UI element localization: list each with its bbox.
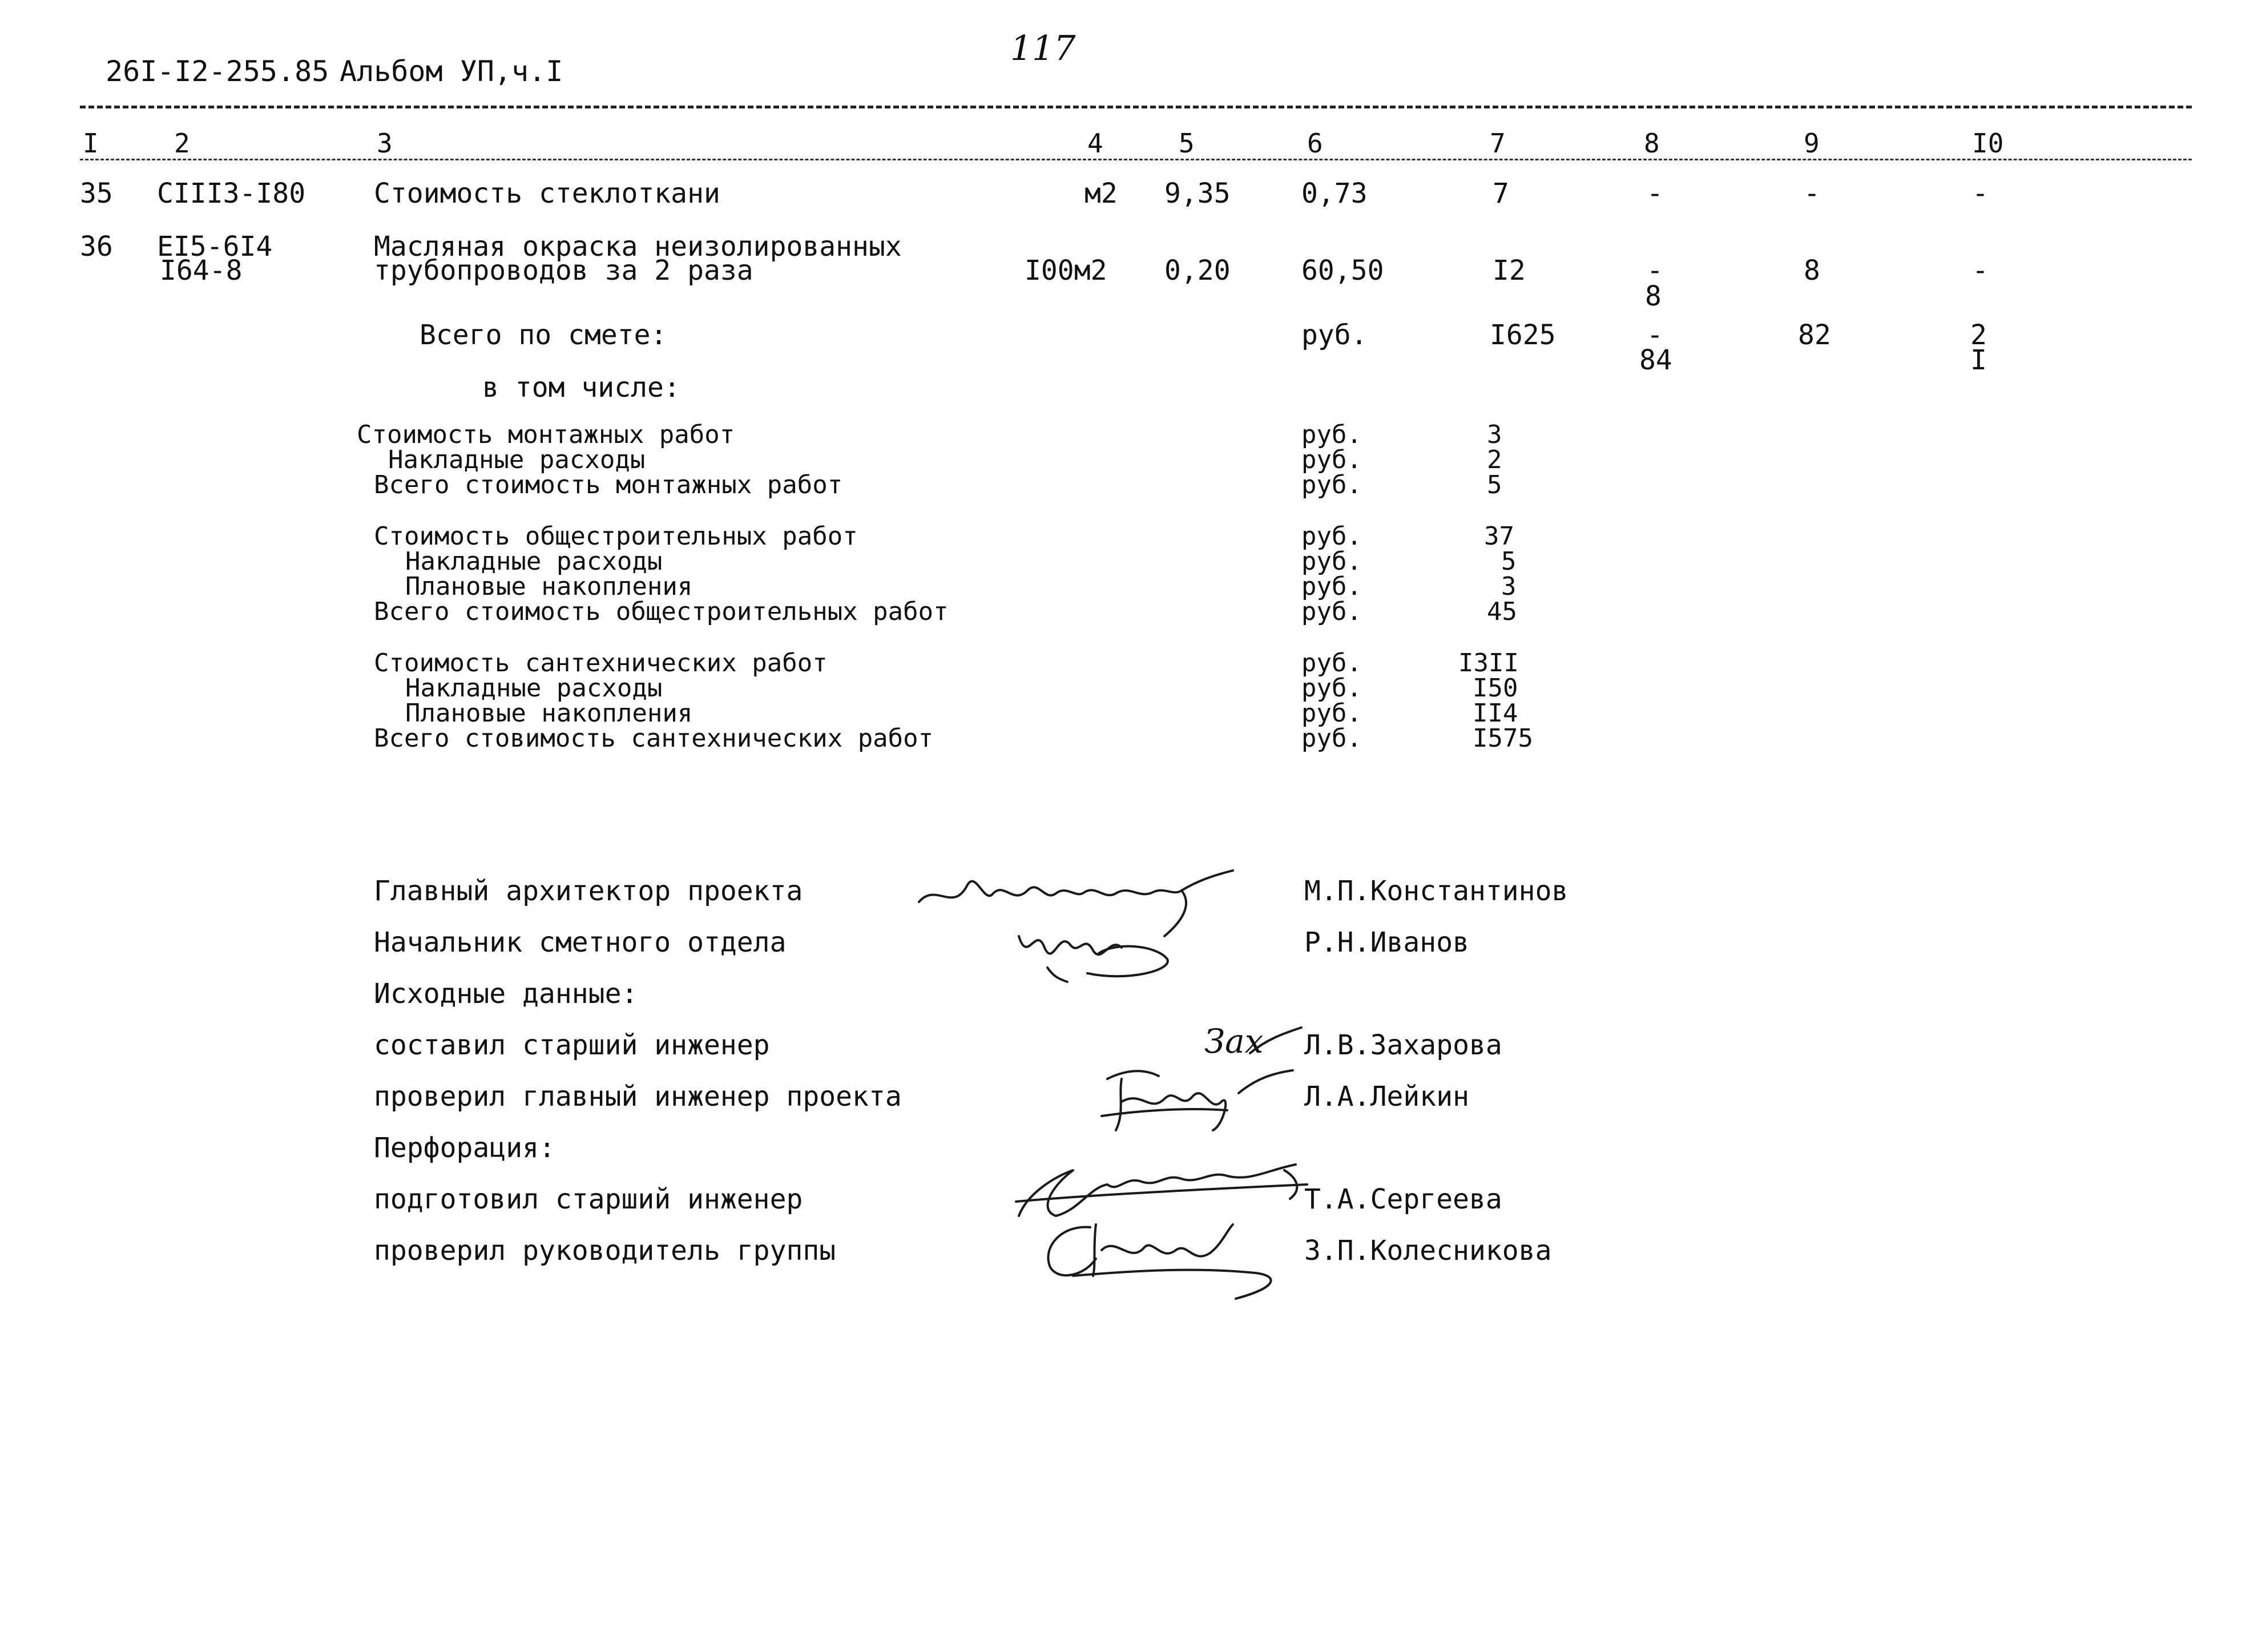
signature-role: проверил руководитель группы bbox=[374, 1235, 836, 1267]
row-price: 0,73 bbox=[1301, 178, 1368, 209]
breakdown-value: 5 bbox=[1487, 470, 1502, 499]
breakdown-label: Плановые накопления bbox=[405, 699, 693, 728]
signatory-name: Р.Н.Иванов bbox=[1304, 926, 1469, 958]
col-header-2: 2 bbox=[174, 128, 190, 159]
row-quantity: 0,20 bbox=[1164, 255, 1231, 287]
row-name: Стоимость стеклоткани bbox=[374, 178, 720, 209]
row-total: I2 bbox=[1493, 255, 1526, 287]
row-code-secondary: I64-8 bbox=[160, 255, 243, 287]
signature-zakharova-stroke bbox=[1244, 1022, 1307, 1062]
col-header-6: 6 bbox=[1307, 128, 1323, 159]
page-number: 117 bbox=[1010, 29, 1076, 69]
breakdown-value: I50 bbox=[1473, 674, 1518, 703]
breakdown-value: 45 bbox=[1487, 597, 1517, 626]
breakdown-label: Плановые накопления bbox=[405, 572, 693, 601]
breakdown-unit: руб. bbox=[1301, 445, 1362, 474]
breakdown-value: 3 bbox=[1501, 572, 1517, 601]
signatory-name: Т.А.Сергеева bbox=[1304, 1183, 1502, 1215]
row-code: EI5-6I4 bbox=[157, 231, 273, 263]
signature-role: Начальник сметного отдела bbox=[374, 926, 787, 958]
row-number: 36 bbox=[80, 231, 113, 263]
row-total: 7 bbox=[1493, 178, 1509, 209]
breakdown-label: Всего стовимость сантехнических работ bbox=[374, 724, 934, 753]
signature-ivanov bbox=[1013, 919, 1201, 993]
grand-total-label: Всего по смете: bbox=[420, 319, 667, 351]
breakdown-label: Стоимость общестроительных работ bbox=[374, 522, 858, 551]
document-code: 26I-I2-255.85 bbox=[106, 55, 329, 88]
breakdown-value: II4 bbox=[1473, 699, 1518, 728]
breakdown-unit: руб. bbox=[1301, 547, 1362, 576]
breakdown-unit: руб. bbox=[1301, 470, 1362, 499]
breakdown-label: Стоимость монтажных работ bbox=[357, 420, 735, 449]
row-col8-lower: 8 bbox=[1645, 280, 1662, 312]
row-name-continued: трубопроводов за 2 раза bbox=[374, 255, 753, 287]
col-header-4: 4 bbox=[1087, 128, 1103, 159]
row-price: 60,50 bbox=[1301, 255, 1384, 287]
col-header-8: 8 bbox=[1644, 128, 1660, 159]
grand-total-col10-lower: I bbox=[1970, 344, 1987, 376]
breakdown-label: Стоимость сантехнических работ bbox=[374, 648, 828, 678]
grand-total-value: I625 bbox=[1490, 319, 1556, 351]
signature-leykin bbox=[1096, 1062, 1301, 1142]
handwritten-initials: Зах bbox=[1204, 1022, 1264, 1061]
signatory-name: З.П.Колесникова bbox=[1304, 1235, 1552, 1267]
row-unit: м2 bbox=[1084, 178, 1118, 209]
breakdown-value: 2 bbox=[1487, 445, 1502, 474]
signature-role: проверил главный инженер проекта bbox=[374, 1081, 902, 1113]
row-col8: - bbox=[1647, 255, 1663, 287]
breakdown-value: 3 bbox=[1487, 420, 1502, 449]
breakdown-value: 37 bbox=[1484, 522, 1514, 551]
row-col10: - bbox=[1972, 178, 1989, 209]
grand-total-col8-lower: 84 bbox=[1639, 344, 1672, 376]
col-header-1: I bbox=[83, 128, 99, 159]
grand-total-unit: руб. bbox=[1301, 319, 1368, 351]
row-col9: - bbox=[1804, 178, 1820, 209]
row-col9: 8 bbox=[1804, 255, 1820, 287]
signature-kolesnikova bbox=[1039, 1213, 1290, 1304]
signatory-name: Л.В.Захарова bbox=[1304, 1029, 1502, 1061]
breakdown-label: Накладные расходы bbox=[388, 445, 646, 474]
breakdown-unit: руб. bbox=[1301, 648, 1362, 678]
breakdown-unit: руб. bbox=[1301, 674, 1362, 703]
header-rule bbox=[80, 159, 2192, 160]
breakdown-unit: руб. bbox=[1301, 699, 1362, 728]
breakdown-value: 5 bbox=[1501, 547, 1517, 576]
grand-total-col8: - bbox=[1647, 319, 1663, 351]
breakdown-unit: руб. bbox=[1301, 420, 1362, 449]
row-number: 35 bbox=[80, 178, 113, 209]
row-name: Масляная окраска неизолированных bbox=[374, 231, 902, 263]
breakdown-label: Накладные расходы bbox=[405, 674, 663, 703]
col-header-5: 5 bbox=[1179, 128, 1195, 159]
col-header-3: 3 bbox=[377, 128, 393, 159]
breakdown-label: Накладные расходы bbox=[405, 547, 663, 576]
breakdown-label: Всего стоимость общестроительных работ bbox=[374, 597, 949, 626]
row-col8: - bbox=[1647, 178, 1663, 209]
section-label: Перфорация: bbox=[374, 1132, 555, 1164]
signature-role: составил старший инженер bbox=[374, 1029, 770, 1061]
breakdown-value: I3II bbox=[1458, 648, 1519, 678]
col-header-7: 7 bbox=[1490, 128, 1506, 159]
grand-total-col9: 82 bbox=[1798, 319, 1831, 351]
grand-total-col10: 2 bbox=[1970, 319, 1987, 351]
breakdown-unit: руб. bbox=[1301, 522, 1362, 551]
col-header-10: I0 bbox=[1972, 128, 2004, 159]
signature-role: подготовил старший инженер bbox=[374, 1183, 803, 1215]
col-header-9: 9 bbox=[1804, 128, 1820, 159]
including-label: в том числе: bbox=[482, 372, 680, 404]
breakdown-label: Всего стоимость монтажных работ bbox=[374, 470, 843, 499]
signatory-name: Л.А.Лейкин bbox=[1304, 1081, 1469, 1113]
row-quantity: 9,35 bbox=[1164, 178, 1231, 209]
signatory-name: М.П.Константинов bbox=[1304, 875, 1568, 907]
breakdown-value: I575 bbox=[1473, 724, 1533, 753]
signature-role: Главный архитектор проекта bbox=[374, 875, 803, 907]
breakdown-unit: руб. bbox=[1301, 724, 1362, 753]
row-unit: I00м2 bbox=[1025, 255, 1107, 287]
section-label: Исходные данные: bbox=[374, 978, 638, 1010]
row-col10: - bbox=[1972, 255, 1989, 287]
row-code: CIII3-I80 bbox=[157, 178, 306, 209]
breakdown-unit: руб. bbox=[1301, 597, 1362, 626]
album-label: Альбом УП,ч.I bbox=[340, 55, 563, 88]
breakdown-unit: руб. bbox=[1301, 572, 1362, 601]
top-rule bbox=[80, 106, 2192, 108]
